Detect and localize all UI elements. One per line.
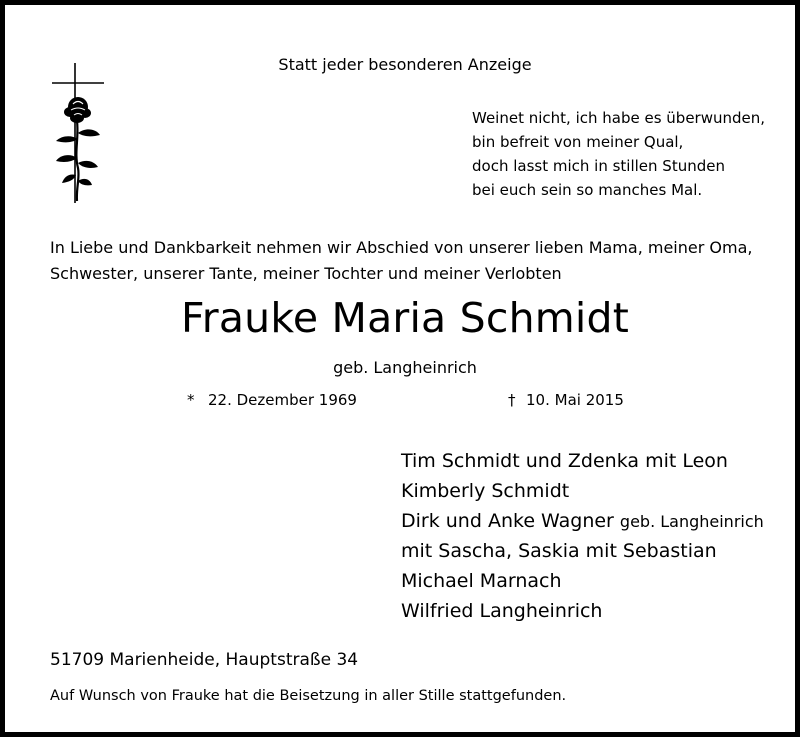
cross-with-rose-icon	[48, 63, 108, 203]
poem-line-1: Weinet nicht, ich habe es überwunden,	[472, 109, 766, 127]
poem-line-3: doch lasst mich in stillen Stunden	[472, 157, 725, 175]
mourner-line-3	[401, 510, 764, 532]
birth-date: 22. Dezember 1969	[208, 391, 357, 409]
burial-note: Auf Wunsch von Frauke hat die Beisetzung in aller Stille stattgefunden.	[50, 688, 567, 704]
mourner-line-5: Michael Marnach	[401, 570, 562, 592]
death-symbol: †	[508, 391, 516, 409]
header-text: Statt jeder besonderen Anzeige	[278, 55, 532, 74]
maiden-name: geb. Langheinrich	[333, 358, 477, 377]
death-date: 10. Mai 2015	[526, 391, 624, 409]
address: 51709 Marienheide, Hauptstraße 34	[50, 650, 359, 670]
mourner-line-2: Kimberly Schmidt	[401, 480, 570, 502]
deceased-name: Frauke Maria Schmidt	[181, 294, 629, 342]
mourner-line-4: mit Sascha, Saskia mit Sebastian	[401, 540, 717, 562]
mourner-line-6: Wilfried Langheinrich	[401, 600, 603, 622]
poem-line-2: bin befreit von meiner Qual,	[472, 133, 684, 151]
intro-line-1: In Liebe und Dankbarkeit nehmen wir Abschied von unserer lieben Mama, meiner Oma,	[50, 238, 753, 257]
poem-line-4: bei euch sein so manches Mal.	[472, 181, 703, 199]
intro-line-2: Schwester, unserer Tante, meiner Tochter und meiner Verlobten	[50, 264, 562, 283]
mourner-line-3-maiden: geb. Langheinrich	[619, 512, 764, 531]
mourner-line-3-names: Dirk und Anke Wagner	[401, 510, 614, 532]
birth-symbol: *	[187, 391, 195, 409]
mourner-line-1: Tim Schmidt und Zdenka mit Leon	[401, 450, 728, 472]
